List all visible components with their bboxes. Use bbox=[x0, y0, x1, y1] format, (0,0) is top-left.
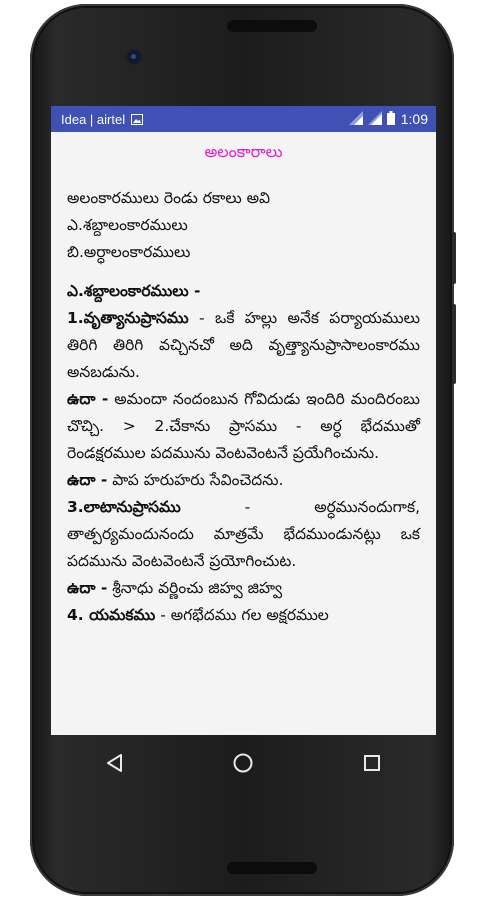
paragraph-term: ఉదా - bbox=[67, 471, 108, 489]
signal-icon bbox=[368, 111, 382, 128]
back-icon bbox=[105, 753, 125, 777]
paragraph-text: శ్రీనాధు వర్ణించు జిహ్వ జిహ్వ bbox=[107, 579, 283, 597]
navigation-bar bbox=[51, 735, 436, 795]
paragraph-term: 3.లాటానుప్రాసము bbox=[67, 498, 181, 516]
section-heading: ఎ.శబ్దాలంకారములు - bbox=[67, 282, 201, 300]
volume-button bbox=[452, 304, 456, 384]
paragraph bbox=[67, 305, 420, 386]
page-title: అలంకారాలు bbox=[204, 142, 283, 161]
intro-line: ఎ.శబ్దాలంకారములు bbox=[67, 216, 188, 234]
signal-icon bbox=[349, 111, 363, 128]
carrier-label: Idea | airtel bbox=[61, 111, 126, 127]
article bbox=[51, 132, 436, 629]
front-camera bbox=[127, 50, 141, 64]
earpiece-speaker bbox=[227, 20, 317, 32]
intro-line: అలంకారములు రెండు రకాలు అవి bbox=[67, 189, 271, 207]
clock: 1:09 bbox=[400, 111, 428, 127]
paragraph-term: 4. యమకము bbox=[67, 606, 156, 624]
home-icon bbox=[232, 752, 254, 778]
paragraph-text: - అర్ధమునందుగాక, తాత్పర్యమందునందు మాత్రమే భేదముండునట్లు ఒక పదమును వెంటవెంటనే ప్రయోగించుట. bbox=[67, 498, 420, 570]
paragraph-text: అమందా నందంబున గోవిదుడు ఇందిరి మందిరంబు చొచ్చి. > 2.చేకాను ప్రాసము - అర్ధ భేదముతో రెండక్షరముల పదమును వెంటవెంటనే ప్రయేగించును. bbox=[67, 390, 420, 462]
screen bbox=[51, 106, 436, 735]
paragraph bbox=[67, 575, 420, 602]
paragraph bbox=[67, 386, 420, 467]
paragraph bbox=[67, 494, 420, 575]
paragraph-text: - ఒకే హల్లు అనేక పర్యాయములు తిరిగి తిరిగి వచ్చినచో అది వృత్త్యానుప్రాసాలంకారము అనబడును. bbox=[67, 309, 420, 381]
intro-list bbox=[67, 185, 420, 266]
paragraph-term: ఉదా - bbox=[67, 579, 108, 597]
paragraph-term: ఉదా - bbox=[67, 390, 109, 408]
recents-icon bbox=[363, 754, 381, 776]
battery-icon bbox=[387, 111, 395, 128]
home-button[interactable] bbox=[213, 740, 273, 790]
paragraph-text: - అగభేదము గల అక్షరముల bbox=[155, 606, 329, 624]
paragraph-term: 1.వృత్యానుప్రాసము bbox=[67, 309, 189, 327]
bottom-speaker bbox=[227, 862, 317, 874]
paragraph-text: పాప హరుహరు సేవించెదను. bbox=[107, 471, 284, 489]
paragraph bbox=[67, 467, 420, 494]
paragraph bbox=[67, 602, 420, 629]
status-bar bbox=[51, 106, 436, 132]
power-button bbox=[452, 232, 456, 284]
back-button[interactable] bbox=[85, 740, 145, 790]
intro-line: బి.అర్ధాలంకారములు bbox=[67, 243, 191, 261]
image-icon bbox=[131, 114, 143, 125]
recents-button[interactable] bbox=[342, 740, 402, 790]
